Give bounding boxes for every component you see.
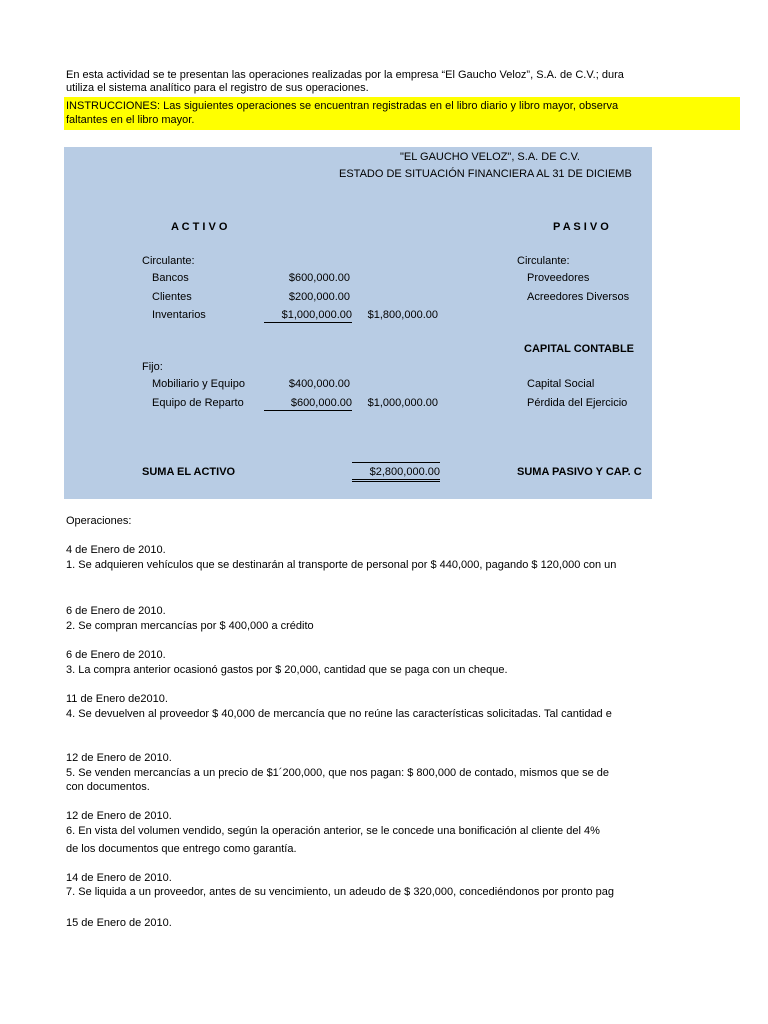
equipo-label: Equipo de Reparto — [152, 397, 244, 409]
circulante-label: Circulante: — [142, 255, 195, 267]
op8-date: 15 de Enero de 2010. — [66, 917, 172, 929]
capital-contable-heading: CAPITAL CONTABLE — [524, 343, 634, 355]
perdida-label: Pérdida del Ejercicio — [527, 397, 628, 409]
circulante-total: $1,800,000.00 — [367, 309, 438, 321]
bancos-value: $600,000.00 — [288, 272, 350, 284]
op3-date: 6 de Enero de 2010. — [66, 649, 166, 661]
instructions-line-2: faltantes en el libro mayor. — [66, 114, 195, 126]
clientes-label: Clientes — [152, 291, 192, 303]
operations-heading: Operaciones: — [66, 515, 132, 527]
suma-activo-value: $2,800,000.00 — [352, 462, 440, 482]
op6-date: 12 de Enero de 2010. — [66, 810, 172, 822]
op3-text: 3. La compra anterior ocasionó gastos por $ 20,000, cantidad que se paga con un cheque. — [66, 664, 508, 676]
op7-date: 14 de Enero de 2010. — [66, 872, 172, 884]
capital-social-label: Capital Social — [527, 378, 595, 390]
op6-text-2: de los documentos que entrego como garantía. — [66, 843, 297, 855]
intro-line-2: utiliza el sistema analítico para el registro de sus operaciones. — [66, 82, 369, 94]
op4-text: 4. Se devuelven al proveedor $ 40,000 de mercancía que no reúne las características solicitadas. Tal cantidad e — [66, 708, 612, 720]
clientes-value: $200,000.00 — [288, 291, 350, 303]
instructions-line-1: INSTRUCCIONES: Las siguientes operaciones se encuentran registradas en el libro diario y libro mayor, observa — [66, 100, 619, 112]
mobiliario-label: Mobiliario y Equipo — [152, 378, 245, 390]
inventarios-value: $1,000,000.00 — [264, 309, 352, 323]
bancos-label: Bancos — [152, 272, 189, 284]
op2-date: 6 de Enero de 2010. — [66, 605, 166, 617]
suma-pasivo-label: SUMA PASIVO Y CAP. C — [517, 466, 642, 478]
op5-date: 12 de Enero de 2010. — [66, 752, 172, 764]
op5-text-2: con documentos. — [66, 781, 150, 793]
mobiliario-value: $400,000.00 — [288, 378, 350, 390]
equipo-value: $600,000.00 — [264, 397, 352, 411]
pasivo-circulante-label: Circulante: — [517, 255, 570, 267]
op6-text: 6. En vista del volumen vendido, según la operación anterior, se le concede una bonificación al cliente del 4% — [66, 825, 600, 837]
op1-date: 4 de Enero de 2010. — [66, 544, 166, 556]
fijo-label: Fijo: — [142, 361, 163, 373]
suma-activo-label: SUMA EL ACTIVO — [142, 466, 236, 478]
op5-text: 5. Se venden mercancías a un precio de $1´200,000, que nos pagan: $ 800,000 de contado, mismos que se de — [66, 767, 610, 779]
company-name: "EL GAUCHO VELOZ", S.A. DE C.V. — [400, 151, 580, 163]
op2-text: 2. Se compran mercancías por $ 400,000 a crédito — [66, 620, 314, 632]
acreedores-label: Acreedores Diversos — [527, 291, 630, 303]
intro-line-1: En esta actividad se te presentan las operaciones realizadas por la empresa “El Gaucho Veloz”, S.A. de C.V.; dura — [66, 69, 624, 81]
fijo-total: $1,000,000.00 — [367, 397, 438, 409]
pasivo-heading: P A S I V O — [553, 221, 609, 233]
statement-title: ESTADO DE SITUACIÓN FINANCIERA AL 31 DE DICIEMB — [339, 168, 632, 180]
proveedores-label: Proveedores — [527, 272, 590, 284]
op1-text: 1. Se adquieren vehículos que se destinarán al transporte de personal por $ 440,000, pagando $ 120,000 con un — [66, 559, 617, 571]
inventarios-label: Inventarios — [152, 309, 206, 321]
activo-heading: A C T I V O — [171, 221, 228, 233]
op4-date: 11 de Enero de2010. — [66, 693, 168, 705]
op7-text: 7. Se liquida a un proveedor, antes de su vencimiento, un adeudo de $ 320,000, concediéndonos por pronto pag — [66, 886, 614, 898]
